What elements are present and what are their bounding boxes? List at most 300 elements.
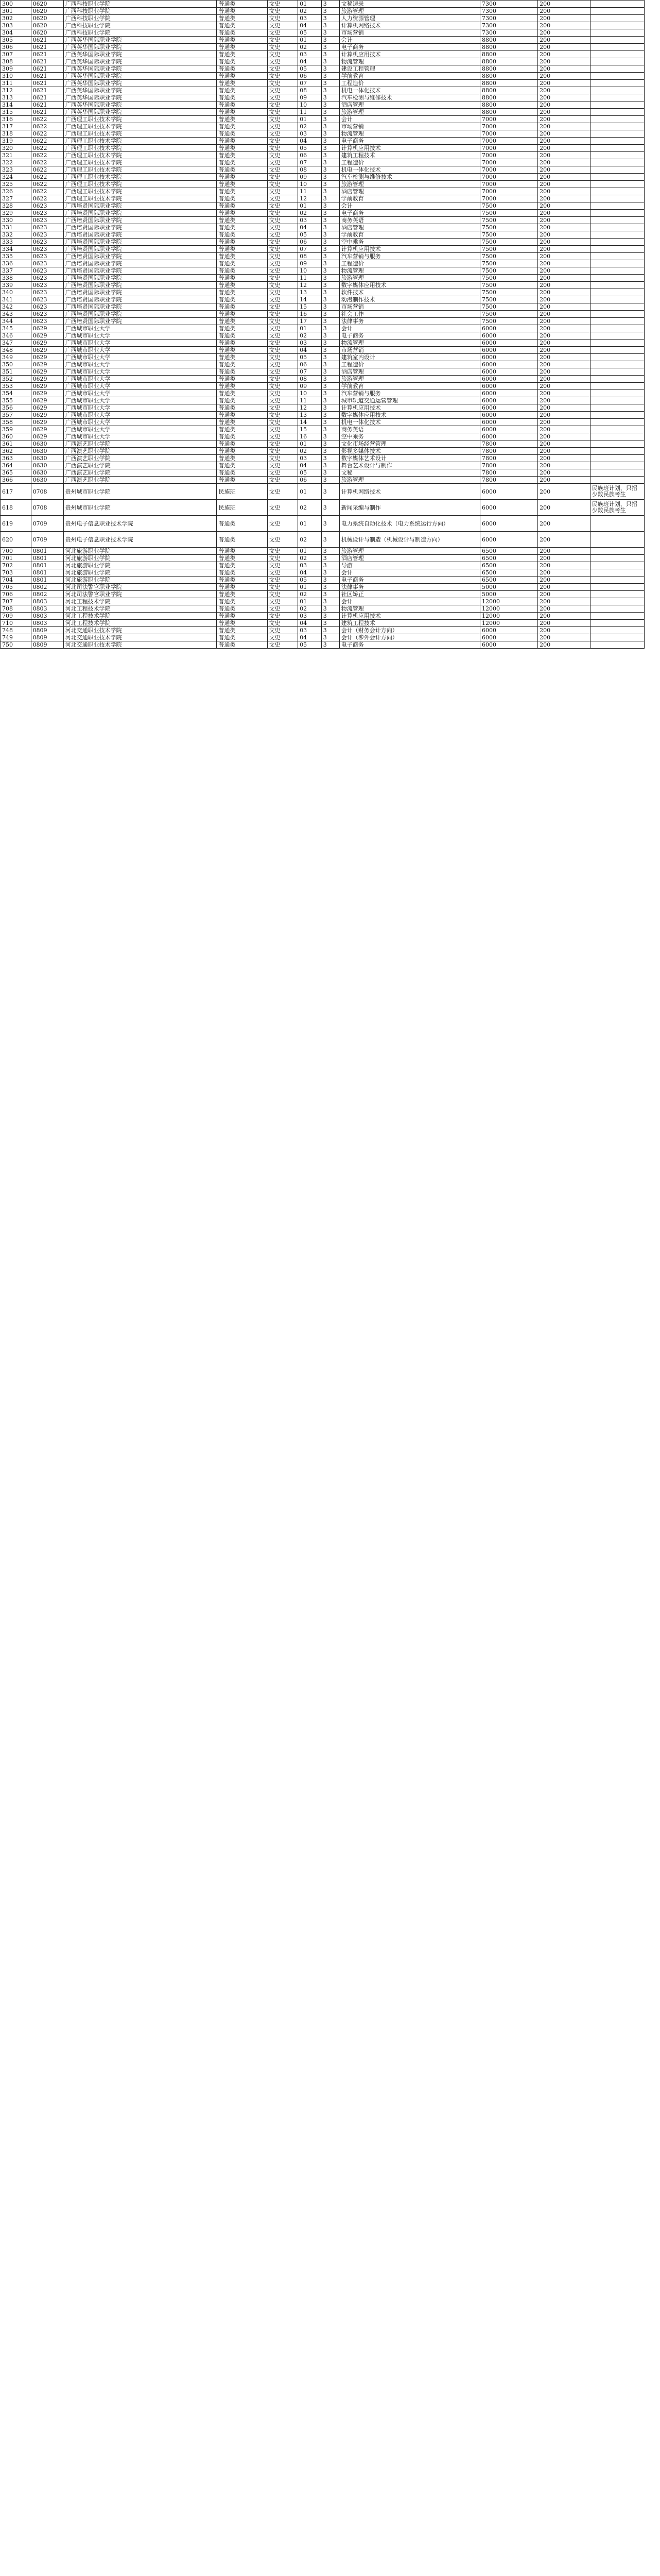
tuition-cell: 7500 [480, 311, 538, 318]
school-code-cell: 0802 [31, 591, 63, 598]
school-code-cell: 0621 [31, 51, 63, 58]
quota-cell: 200 [538, 217, 590, 224]
duration-cell: 3 [321, 641, 339, 649]
plan-type-cell: 普通类 [217, 267, 267, 275]
remark-cell [590, 289, 644, 296]
quota-cell: 200 [538, 404, 590, 412]
subject-cell: 文史 [267, 282, 298, 289]
tuition-cell: 7800 [480, 469, 538, 477]
school-name-cell: 广西理工职业技术学院 [63, 166, 217, 174]
major-name-cell: 旅游管理 [339, 376, 480, 383]
seq-cell: 339 [1, 282, 31, 289]
seq-cell: 308 [1, 58, 31, 65]
tuition-cell: 8800 [480, 109, 538, 116]
seq-cell: 324 [1, 174, 31, 181]
duration-cell: 3 [321, 289, 339, 296]
school-name-cell: 广西城市职业大学 [63, 376, 217, 383]
major-code-cell: 01 [298, 116, 322, 123]
remark-cell [590, 246, 644, 253]
quota-cell: 200 [538, 138, 590, 145]
plan-type-cell: 普通类 [217, 51, 267, 58]
subject-cell: 文史 [267, 484, 298, 500]
seq-cell: 347 [1, 340, 31, 347]
plan-type-cell: 普通类 [217, 166, 267, 174]
quota-cell: 200 [538, 569, 590, 577]
plan-type-cell: 普通类 [217, 548, 267, 555]
major-code-cell: 14 [298, 419, 322, 426]
duration-cell: 3 [321, 605, 339, 613]
duration-cell: 3 [321, 532, 339, 548]
school-name-cell: 河北旅游职业学院 [63, 548, 217, 555]
school-code-cell: 0630 [31, 462, 63, 469]
quota-cell: 200 [538, 159, 590, 166]
plan-type-cell: 普通类 [217, 159, 267, 166]
tuition-cell: 6000 [480, 332, 538, 340]
duration-cell: 3 [321, 29, 339, 37]
plan-type-cell: 普通类 [217, 390, 267, 397]
duration-cell: 3 [321, 347, 339, 354]
quota-cell: 200 [538, 555, 590, 562]
major-name-cell: 物流管理 [339, 605, 480, 613]
tuition-cell: 12000 [480, 620, 538, 627]
seq-cell: 334 [1, 246, 31, 253]
seq-cell: 700 [1, 548, 31, 555]
seq-cell: 311 [1, 80, 31, 87]
school-code-cell: 0623 [31, 275, 63, 282]
quota-cell: 200 [538, 210, 590, 217]
duration-cell: 3 [321, 354, 339, 361]
quota-cell: 200 [538, 224, 590, 231]
tuition-cell: 6000 [480, 426, 538, 433]
tuition-cell: 6000 [480, 354, 538, 361]
remark-cell [590, 94, 644, 101]
subject-cell: 文史 [267, 332, 298, 340]
duration-cell: 3 [321, 58, 339, 65]
school-code-cell: 0623 [31, 210, 63, 217]
major-code-cell: 07 [298, 368, 322, 376]
plan-type-cell: 普通类 [217, 532, 267, 548]
plan-type-cell: 普通类 [217, 419, 267, 426]
quota-cell: 200 [538, 202, 590, 210]
remark-cell [590, 152, 644, 159]
seq-cell: 620 [1, 532, 31, 548]
school-code-cell: 0622 [31, 130, 63, 138]
duration-cell: 3 [321, 448, 339, 455]
major-code-cell: 06 [298, 152, 322, 159]
subject-cell: 文史 [267, 555, 298, 562]
seq-cell: 317 [1, 123, 31, 130]
school-code-cell: 0630 [31, 440, 63, 448]
school-code-cell: 0801 [31, 577, 63, 584]
school-name-cell: 河北工程技术学院 [63, 620, 217, 627]
plan-type-cell: 普通类 [217, 296, 267, 303]
major-code-cell: 09 [298, 383, 322, 390]
tuition-cell: 6000 [480, 484, 538, 500]
school-name-cell: 广西理工职业技术学院 [63, 159, 217, 166]
subject-cell: 文史 [267, 37, 298, 44]
school-name-cell: 广西演艺职业学院 [63, 469, 217, 477]
remark-cell [590, 462, 644, 469]
school-code-cell: 0622 [31, 152, 63, 159]
remark-cell [590, 368, 644, 376]
school-name-cell: 广西理工职业技术学院 [63, 188, 217, 195]
subject-cell: 文史 [267, 174, 298, 181]
major-name-cell: 市场营销 [339, 347, 480, 354]
major-code-cell: 01 [298, 484, 322, 500]
quota-cell: 200 [538, 253, 590, 260]
seq-cell: 355 [1, 397, 31, 404]
quota-cell: 200 [538, 37, 590, 44]
seq-cell: 351 [1, 368, 31, 376]
seq-cell: 312 [1, 87, 31, 94]
remark-cell [590, 477, 644, 484]
major-code-cell: 01 [298, 440, 322, 448]
major-name-cell: 电子商务 [339, 44, 480, 51]
plan-type-cell: 普通类 [217, 634, 267, 641]
remark-cell [590, 123, 644, 130]
plan-type-cell: 普通类 [217, 577, 267, 584]
major-code-cell: 03 [298, 455, 322, 462]
tuition-cell: 7500 [480, 289, 538, 296]
duration-cell: 3 [321, 267, 339, 275]
tuition-cell: 7500 [480, 296, 538, 303]
duration-cell: 3 [321, 239, 339, 246]
remark-cell: 民族班计划，只招少数民族考生 [590, 484, 644, 500]
plan-type-cell: 普通类 [217, 289, 267, 296]
school-name-cell: 广西英华国际职业学院 [63, 65, 217, 73]
table-row [1, 340, 645, 347]
subject-cell: 文史 [267, 462, 298, 469]
duration-cell: 3 [321, 101, 339, 109]
school-name-cell: 广西理工职业技术学院 [63, 174, 217, 181]
tuition-cell: 8800 [480, 37, 538, 44]
plan-type-cell: 普通类 [217, 202, 267, 210]
tuition-cell: 8800 [480, 94, 538, 101]
duration-cell: 3 [321, 65, 339, 73]
school-code-cell: 0629 [31, 419, 63, 426]
table-row [1, 516, 645, 532]
major-name-cell: 会计（涉外会计方向） [339, 634, 480, 641]
remark-cell [590, 37, 644, 44]
tuition-cell: 6000 [480, 347, 538, 354]
seq-cell: 363 [1, 455, 31, 462]
plan-type-cell: 普通类 [217, 87, 267, 94]
school-name-cell: 河北工程技术学院 [63, 613, 217, 620]
school-code-cell: 0623 [31, 267, 63, 275]
major-name-cell: 会计 [339, 569, 480, 577]
remark-cell [590, 598, 644, 605]
school-name-cell: 广西培贤国际职业学院 [63, 231, 217, 239]
table-row [1, 123, 645, 130]
school-name-cell: 贵州电子信息职业技术学院 [63, 532, 217, 548]
duration-cell: 3 [321, 145, 339, 152]
seq-cell: 703 [1, 569, 31, 577]
duration-cell: 3 [321, 419, 339, 426]
major-name-cell: 酒店管理 [339, 224, 480, 231]
remark-cell [590, 426, 644, 433]
major-code-cell: 02 [298, 532, 322, 548]
tuition-cell: 7300 [480, 15, 538, 22]
subject-cell: 文史 [267, 340, 298, 347]
plan-type-cell: 普通类 [217, 44, 267, 51]
tuition-cell: 7800 [480, 440, 538, 448]
quota-cell: 200 [538, 591, 590, 598]
quota-cell: 200 [538, 116, 590, 123]
remark-cell [590, 634, 644, 641]
quota-cell: 200 [538, 325, 590, 332]
quota-cell: 200 [538, 361, 590, 368]
plan-type-cell: 普通类 [217, 605, 267, 613]
school-code-cell: 0629 [31, 397, 63, 404]
major-name-cell: 机械设计与制造（机械设计与制造方向） [339, 532, 480, 548]
school-code-cell: 0623 [31, 239, 63, 246]
major-name-cell: 社会工作 [339, 311, 480, 318]
tuition-cell: 6000 [480, 634, 538, 641]
remark-cell [590, 109, 644, 116]
seq-cell: 313 [1, 94, 31, 101]
remark-cell [590, 340, 644, 347]
duration-cell: 3 [321, 332, 339, 340]
plan-type-cell: 普通类 [217, 224, 267, 231]
duration-cell: 3 [321, 311, 339, 318]
table-row [1, 181, 645, 188]
school-name-cell: 河北司法警官职业学院 [63, 584, 217, 591]
school-name-cell: 广西城市职业大学 [63, 383, 217, 390]
duration-cell: 3 [321, 591, 339, 598]
subject-cell: 文史 [267, 210, 298, 217]
school-name-cell: 贵州城市职业学院 [63, 500, 217, 516]
remark-cell [590, 325, 644, 332]
table-row [1, 159, 645, 166]
duration-cell: 3 [321, 340, 339, 347]
remark-cell [590, 210, 644, 217]
school-code-cell: 0801 [31, 555, 63, 562]
table-row [1, 397, 645, 404]
table-row [1, 332, 645, 340]
table-row [1, 65, 645, 73]
school-code-cell: 0620 [31, 8, 63, 15]
plan-type-cell: 普通类 [217, 123, 267, 130]
plan-type-cell: 普通类 [217, 282, 267, 289]
quota-cell: 200 [538, 51, 590, 58]
quota-cell: 200 [538, 44, 590, 51]
duration-cell: 3 [321, 620, 339, 627]
subject-cell: 文史 [267, 231, 298, 239]
school-name-cell: 广西英华国际职业学院 [63, 80, 217, 87]
tuition-cell: 7000 [480, 166, 538, 174]
school-name-cell: 广西科技职业学院 [63, 29, 217, 37]
school-code-cell: 0622 [31, 174, 63, 181]
quota-cell: 200 [538, 267, 590, 275]
tuition-cell: 7800 [480, 448, 538, 455]
major-name-cell: 数字媒体艺术设计 [339, 455, 480, 462]
plan-type-cell: 普通类 [217, 516, 267, 532]
subject-cell: 文史 [267, 613, 298, 620]
quota-cell: 200 [538, 448, 590, 455]
seq-cell: 315 [1, 109, 31, 116]
tuition-cell: 6000 [480, 325, 538, 332]
remark-cell [590, 275, 644, 282]
table-row [1, 29, 645, 37]
seq-cell: 305 [1, 37, 31, 44]
quota-cell: 200 [538, 260, 590, 267]
school-name-cell: 河北旅游职业学院 [63, 569, 217, 577]
major-code-cell: 15 [298, 303, 322, 311]
quota-cell: 200 [538, 8, 590, 15]
table-row [1, 282, 645, 289]
table-row [1, 440, 645, 448]
table-row [1, 195, 645, 202]
subject-cell: 文史 [267, 318, 298, 325]
major-code-cell: 03 [298, 130, 322, 138]
major-name-cell: 建筑工程技术 [339, 152, 480, 159]
school-name-cell: 广西英华国际职业学院 [63, 73, 217, 80]
plan-type-cell: 普通类 [217, 627, 267, 634]
major-name-cell: 计算机应用技术 [339, 145, 480, 152]
school-code-cell: 0623 [31, 217, 63, 224]
school-name-cell: 广西城市职业大学 [63, 332, 217, 340]
quota-cell: 200 [538, 58, 590, 65]
seq-cell: 300 [1, 1, 31, 8]
subject-cell: 文史 [267, 426, 298, 433]
duration-cell: 3 [321, 188, 339, 195]
quota-cell: 200 [538, 354, 590, 361]
subject-cell: 文史 [267, 361, 298, 368]
table-row [1, 253, 645, 260]
school-name-cell: 广西科技职业学院 [63, 15, 217, 22]
subject-cell: 文史 [267, 101, 298, 109]
plan-type-cell: 普通类 [217, 404, 267, 412]
subject-cell: 文史 [267, 354, 298, 361]
table-row [1, 325, 645, 332]
tuition-cell: 7500 [480, 267, 538, 275]
table-row [1, 174, 645, 181]
tuition-cell: 8800 [480, 58, 538, 65]
tuition-cell: 6500 [480, 562, 538, 569]
table-row [1, 555, 645, 562]
school-code-cell: 0629 [31, 412, 63, 419]
major-name-cell: 舞台艺术设计与制作 [339, 462, 480, 469]
plan-type-cell: 普通类 [217, 1, 267, 8]
table-row [1, 166, 645, 174]
major-code-cell: 05 [298, 354, 322, 361]
major-name-cell: 会计 [339, 202, 480, 210]
major-name-cell: 空中乘务 [339, 433, 480, 440]
remark-cell [590, 516, 644, 532]
table-row [1, 368, 645, 376]
major-code-cell: 07 [298, 159, 322, 166]
duration-cell: 3 [321, 598, 339, 605]
major-code-cell: 03 [298, 562, 322, 569]
major-code-cell: 08 [298, 253, 322, 260]
major-code-cell: 07 [298, 246, 322, 253]
plan-type-cell: 普通类 [217, 412, 267, 419]
tuition-cell: 7500 [480, 282, 538, 289]
plan-type-cell: 普通类 [217, 311, 267, 318]
remark-cell [590, 282, 644, 289]
school-name-cell: 广西培贤国际职业学院 [63, 246, 217, 253]
tuition-cell: 12000 [480, 613, 538, 620]
school-name-cell: 河北交通职业技术学院 [63, 634, 217, 641]
plan-type-cell: 普通类 [217, 613, 267, 620]
school-name-cell: 广西英华国际职业学院 [63, 51, 217, 58]
subject-cell: 文史 [267, 145, 298, 152]
major-name-cell: 城市轨道交通运营管理 [339, 397, 480, 404]
tuition-cell: 6000 [480, 641, 538, 649]
seq-cell: 348 [1, 347, 31, 354]
school-code-cell: 0629 [31, 332, 63, 340]
subject-cell: 文史 [267, 311, 298, 318]
table-row [1, 404, 645, 412]
major-code-cell: 05 [298, 469, 322, 477]
quota-cell: 200 [538, 641, 590, 649]
school-code-cell: 0801 [31, 562, 63, 569]
major-code-cell: 17 [298, 318, 322, 325]
tuition-cell: 7500 [480, 217, 538, 224]
quota-cell: 200 [538, 282, 590, 289]
remark-cell [590, 29, 644, 37]
table-row [1, 130, 645, 138]
tuition-cell: 7000 [480, 130, 538, 138]
major-name-cell: 学前教育 [339, 73, 480, 80]
subject-cell: 文史 [267, 404, 298, 412]
major-name-cell: 建设工程管理 [339, 65, 480, 73]
quota-cell: 200 [538, 577, 590, 584]
seq-cell: 302 [1, 15, 31, 22]
major-code-cell: 02 [298, 123, 322, 130]
subject-cell: 文史 [267, 116, 298, 123]
seq-cell: 314 [1, 101, 31, 109]
remark-cell [590, 620, 644, 627]
school-code-cell: 0801 [31, 548, 63, 555]
tuition-cell: 6000 [480, 397, 538, 404]
plan-type-cell: 普通类 [217, 555, 267, 562]
major-code-cell: 04 [298, 58, 322, 65]
remark-cell [590, 202, 644, 210]
school-code-cell: 0622 [31, 166, 63, 174]
table-row [1, 477, 645, 484]
remark-cell [590, 376, 644, 383]
school-code-cell: 0809 [31, 641, 63, 649]
school-name-cell: 河北工程技术学院 [63, 605, 217, 613]
subject-cell: 文史 [267, 376, 298, 383]
school-name-cell: 广西城市职业大学 [63, 404, 217, 412]
subject-cell: 文史 [267, 195, 298, 202]
table-row [1, 412, 645, 419]
quota-cell: 200 [538, 1, 590, 8]
school-name-cell: 广西培贤国际职业学院 [63, 303, 217, 311]
subject-cell: 文史 [267, 500, 298, 516]
major-name-cell: 软件技术 [339, 289, 480, 296]
duration-cell: 3 [321, 613, 339, 620]
duration-cell: 3 [321, 282, 339, 289]
school-name-cell: 贵州城市职业学院 [63, 484, 217, 500]
seq-cell: 307 [1, 51, 31, 58]
school-code-cell: 0622 [31, 145, 63, 152]
table-row [1, 383, 645, 390]
major-name-cell: 会计 [339, 116, 480, 123]
school-code-cell: 0621 [31, 109, 63, 116]
quota-cell: 200 [538, 500, 590, 516]
tuition-cell: 7000 [480, 152, 538, 159]
school-code-cell: 0803 [31, 613, 63, 620]
school-code-cell: 0623 [31, 231, 63, 239]
school-code-cell: 0708 [31, 500, 63, 516]
seq-cell: 364 [1, 462, 31, 469]
seq-cell: 618 [1, 500, 31, 516]
remark-cell [590, 51, 644, 58]
duration-cell: 3 [321, 412, 339, 419]
